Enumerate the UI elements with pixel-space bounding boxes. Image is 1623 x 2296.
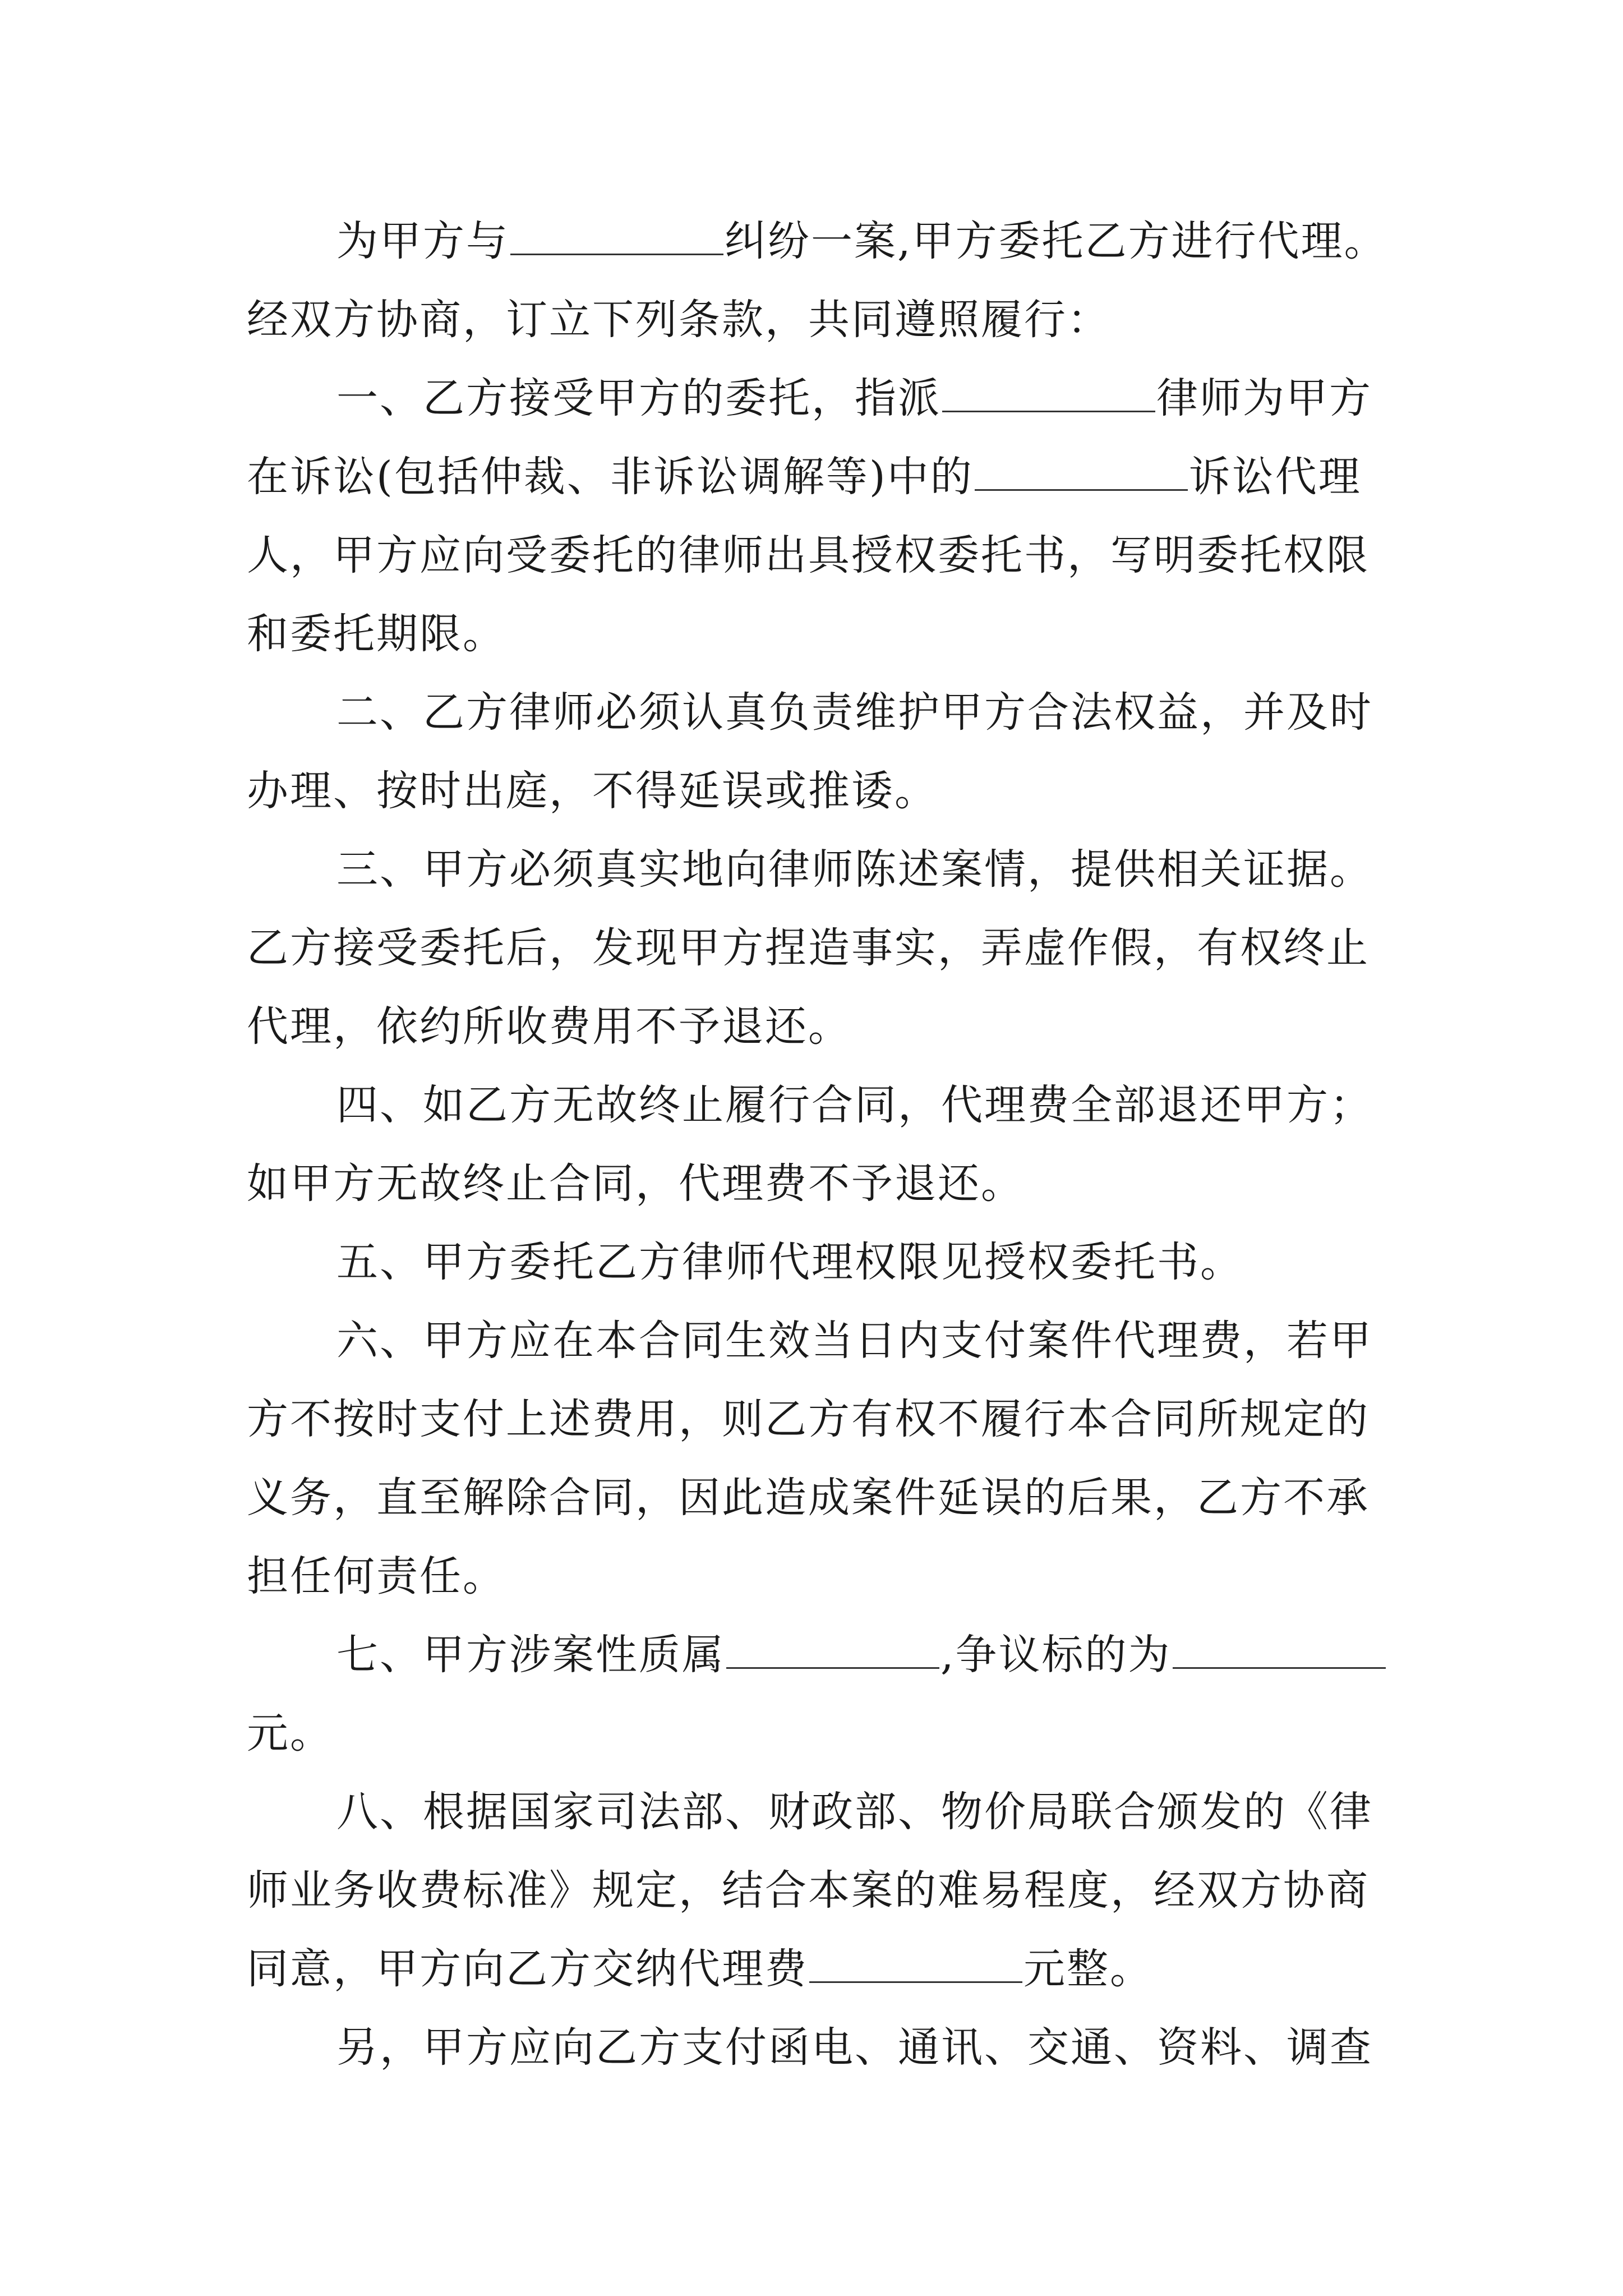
text: 六、甲方应在本合同生效当日内支付案件代理费，若甲 [336,1317,1373,1365]
text: 方不按时支付上述费用，则乙方有权不履行本合同所规定的 [247,1395,1370,1443]
paragraph-intro-line-1 [247,202,1387,280]
text: 元。 [247,1709,333,1757]
text: 人，甲方应向受委托的律师出具授权委托书，写明委托权限 [247,531,1370,579]
text: 律师为甲方 [1156,374,1372,422]
clause-7-line-2 [247,1694,1376,1773]
blank-lawyer-name[interactable] [942,377,1155,412]
text: 办理、按时出庭，不得延误或推诿。 [247,767,938,815]
clause-1-line-3 [247,516,1376,595]
clause-3-line-1 [247,830,1376,909]
blank-case-nature[interactable] [726,1634,939,1669]
blank-dispute-party[interactable] [510,220,723,255]
text: 和委托期限。 [247,610,506,658]
text: 乙方接受委托后，发现甲方捏造事实，弄虚作假，有权终止 [247,924,1370,972]
text: 如甲方无故终止合同，代理费不予退还。 [247,1159,1024,1208]
text: 另，甲方应向乙方支付函电、通讯、交通、资料、调查 [336,2023,1373,2072]
clause-8-line-3 [247,1930,1376,2008]
clause-6-line-3 [247,1458,1376,1537]
clause-1-line-2 [247,438,1376,516]
text: 担任何责任。 [247,1552,506,1600]
clause-2-line-2 [247,752,1376,830]
text: 义务，直至解除合同，因此造成案件延误的后果，乙方不承 [247,1474,1370,1522]
text: 在诉讼(包括仲裁、非诉讼调解等)中的 [247,453,974,501]
clause-4-line-1 [247,1066,1376,1144]
clause-3-line-3 [247,987,1376,1066]
text: 经双方协商，订立下列条款，共同遵照履行： [247,296,1110,344]
clause-1-line-4 [247,595,1376,673]
clause-6-line-4 [247,1537,1376,1616]
clause-5-line-1 [247,1223,1376,1301]
clause-7-line-1 [247,1616,1376,1694]
text: 三、甲方必须真实地向律师陈述案情，提供相关证据。 [336,845,1373,894]
text: 师业务收费标准》规定，结合本案的难易程度，经双方协商 [247,1866,1370,1915]
text: 五、甲方委托乙方律师代理权限见授权委托书。 [336,1238,1243,1286]
text: 二、乙方律师必须认真负责维护甲方合法权益，并及时 [336,688,1373,737]
blank-agency-fee[interactable] [809,1948,1022,1983]
text: 八、根据国家司法部、财政部、物价局联合颁发的《律 [336,1788,1373,1836]
text: 四、如乙方无故终止履行合同，代理费全部退还甲方； [336,1081,1373,1129]
text: 元整。 [1023,1945,1153,1993]
text: 七、甲方涉案性质属 [336,1631,725,1679]
text: 同意，甲方向乙方交纳代理费 [247,1945,808,1993]
paragraph-intro-line-2 [247,280,1376,359]
text: 为甲方与 [336,217,509,265]
clause-9-line-1 [247,2008,1376,2087]
text: 诉讼代理 [1188,453,1362,501]
text: 代理，依约所收费用不予退还。 [247,1002,851,1051]
text: 一、乙方接受甲方的委托，指派 [336,374,941,422]
blank-dispute-amount[interactable] [1173,1634,1386,1669]
clause-8-line-2 [247,1851,1376,1930]
clause-8-line-1 [247,1773,1376,1851]
clause-6-line-1 [247,1301,1376,1380]
clause-1-line-1 [247,359,1376,438]
clause-2-line-1 [247,673,1376,752]
clause-4-line-2 [247,1144,1376,1223]
text: 纠纷一案,甲方委托乙方进行代理。 [725,217,1387,265]
blank-agent-role[interactable] [975,455,1188,491]
clause-6-line-2 [247,1380,1376,1458]
text: ,争议标的为 [940,1631,1172,1679]
clause-3-line-2 [247,909,1376,987]
